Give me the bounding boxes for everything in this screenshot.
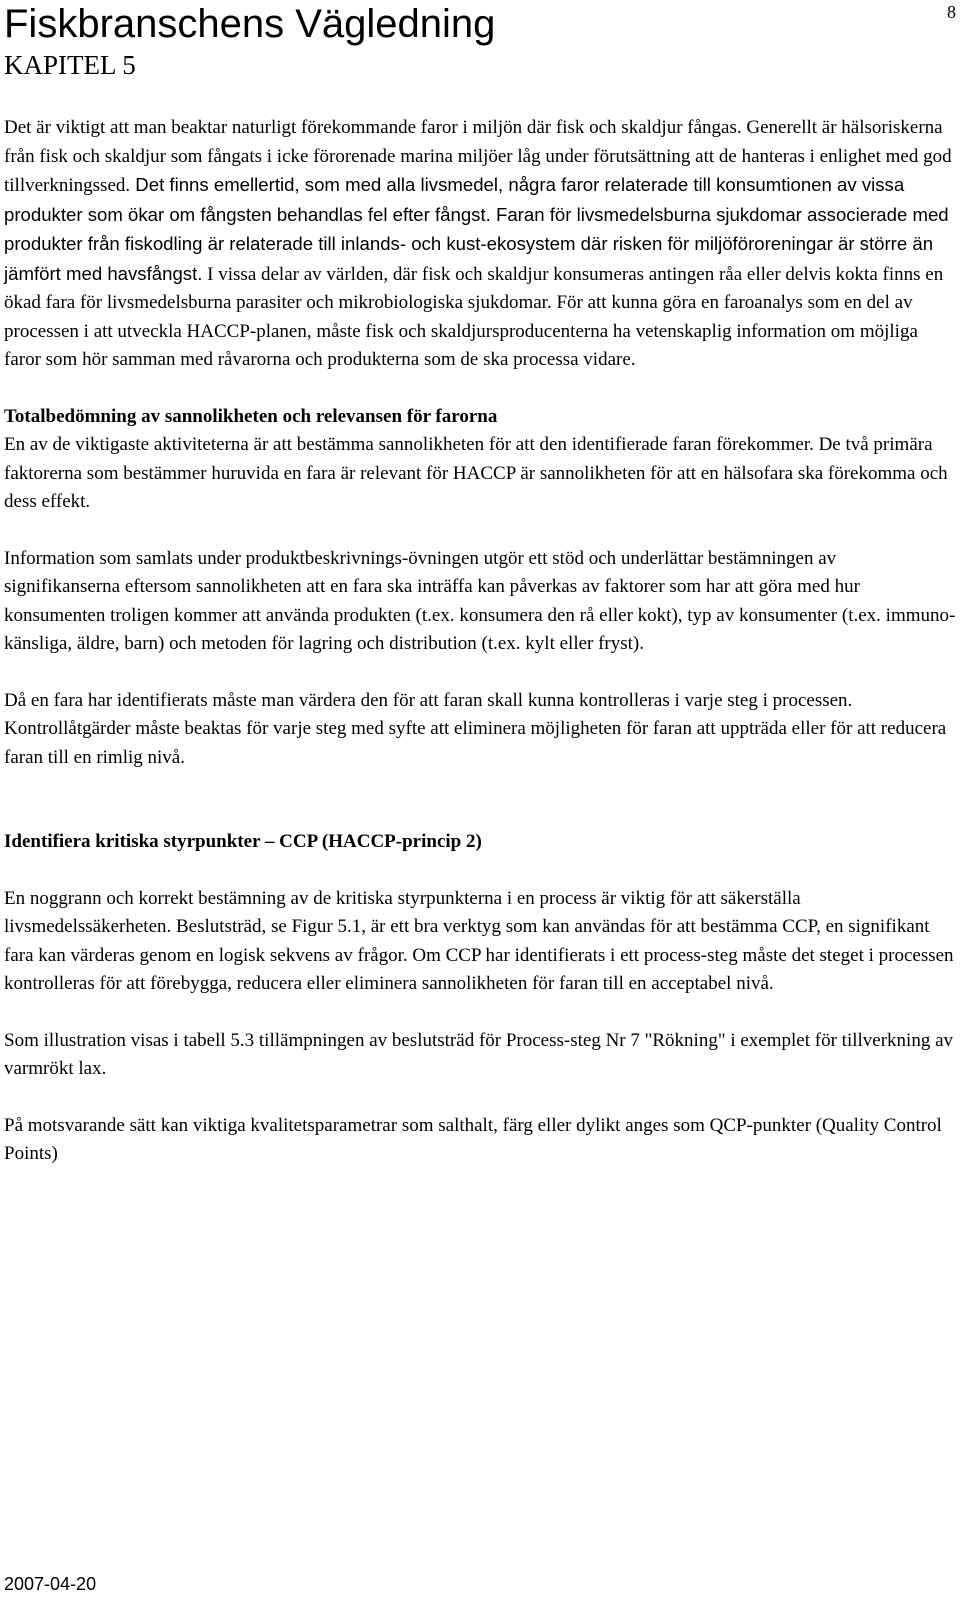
chapter-label: KAPITEL 5 (4, 50, 136, 80)
page-header (4, 0, 956, 80)
total-assessment-paragraph-2: Information som samlats under produktbeskrivnings-övningen utgör ett stöd och underlättar bestämningen av signifikanserna eftersom sannolikheten att en fara ska inträffa kan påverkas av faktorer som har att göra med hur konsumenten troligen kommer att använda produkten (t.ex. konsumera den rå eller kokt), typ av konsumenter (t.ex. immuno-känsliga, äldre, barn) och metoden för lagring och distribution (t.ex. kylt eller fryst). (4, 547, 956, 654)
ccp-paragraph-1: En noggrann och korrekt bestämning av de kritiska styrpunkterna i en process är viktig för att säkerställa livsmedelssäkerheten. Beslutsträd, se Figur 5.1, är ett bra verktyg som kan användas för att bestämma CCP, en signifikant fara kan värderas genom en logisk sekvens av frågor. Om CCP har identifierats i ett process-steg måste det steget i processen kontrolleras för att förebygga, reducera eller eliminera sannolikheten för faran till en acceptabel nivå. (4, 887, 954, 994)
ccp-paragraph-2: Som illustration visas i tabell 5.3 tillämpningen av beslutsträd för Process-steg Nr 7 "Rökning" i exemplet för tillverkning av varmrökt lax. (4, 1029, 953, 1079)
section-heading-ccp: Identifiera kritiska styrpunkter – CCP (HACCP-princip 2) (4, 831, 482, 852)
intro-paragraph (4, 114, 956, 375)
section-heading-total-assessment: Totalbedömning av sannolikheten och relevansen för farorna (4, 405, 498, 427)
document-title: Fiskbranschens Vägledning (4, 2, 496, 46)
intro-text-part1: Det är viktigt att man beaktar naturligt förekommande faror i miljön där fisk och skaldjur fångas. Generellt är hälsoriskerna från fisk och skaldjur som fångats i icke förorenade marina miljöer låg under förutsättning att de hanteras i enlighet med god tillverkningssed. (4, 117, 952, 196)
total-assessment-paragraph-1: En av de viktigaste aktiviteterna är att bestämma sannolikheten för att den identifierade faran förekommer. De två primära faktorerna som bestämmer huruvida en fara är relevant för HACCP är sannolikheten för att en hälsofara ska förekomma och dess effekt. (4, 434, 948, 512)
intro-text-part3: I vissa delar av världen, där fisk och skaldjur konsumeras antingen råa eller delvis kokta finns en ökad fara för livsmedelsburna parasiter och mikrobiologiska sjukdomar. För att kunna göra en faroanalys som en del av processen i att utveckla HACCP-planen, måste fisk och skaldjursproducenterna ha vetenskaplig information om möjliga faror som hör samman med råvarorna och produkterna som de ska processa vidare. (4, 263, 944, 370)
total-assessment-paragraph-3: Då en fara har identifierats måste man värdera den för att faran skall kunna kontrolleras i varje steg i processen. Kontrollåtgärder måste beaktas för varje steg med syfte att eliminera möjligheten för faran att uppträda eller för att reducera faran till en rimlig nivå. (4, 689, 947, 768)
ccp-paragraph-3: På motsvarande sätt kan viktiga kvalitetsparametrar som salthalt, färg eller dylikt anges som QCP-punkter (Quality Control Points) (4, 1114, 942, 1164)
footer-date: 2007-04-20 (4, 1574, 97, 1594)
document-body (4, 114, 956, 1169)
page-number: 8 (947, 2, 956, 22)
intro-text-part2: Det finns emellertid, som med alla livsmedel, några faror relaterade till konsumtionen av vissa produkter som ökar om fångsten behandlas fel efter fångst. Faran för livsmedelsburna sjukdomar associerade med produkter från fiskodling är relaterade till inlands- och kust-ekosystem där risken för miljöföroreningar är större än jämfört med havsfångst. (4, 174, 949, 284)
